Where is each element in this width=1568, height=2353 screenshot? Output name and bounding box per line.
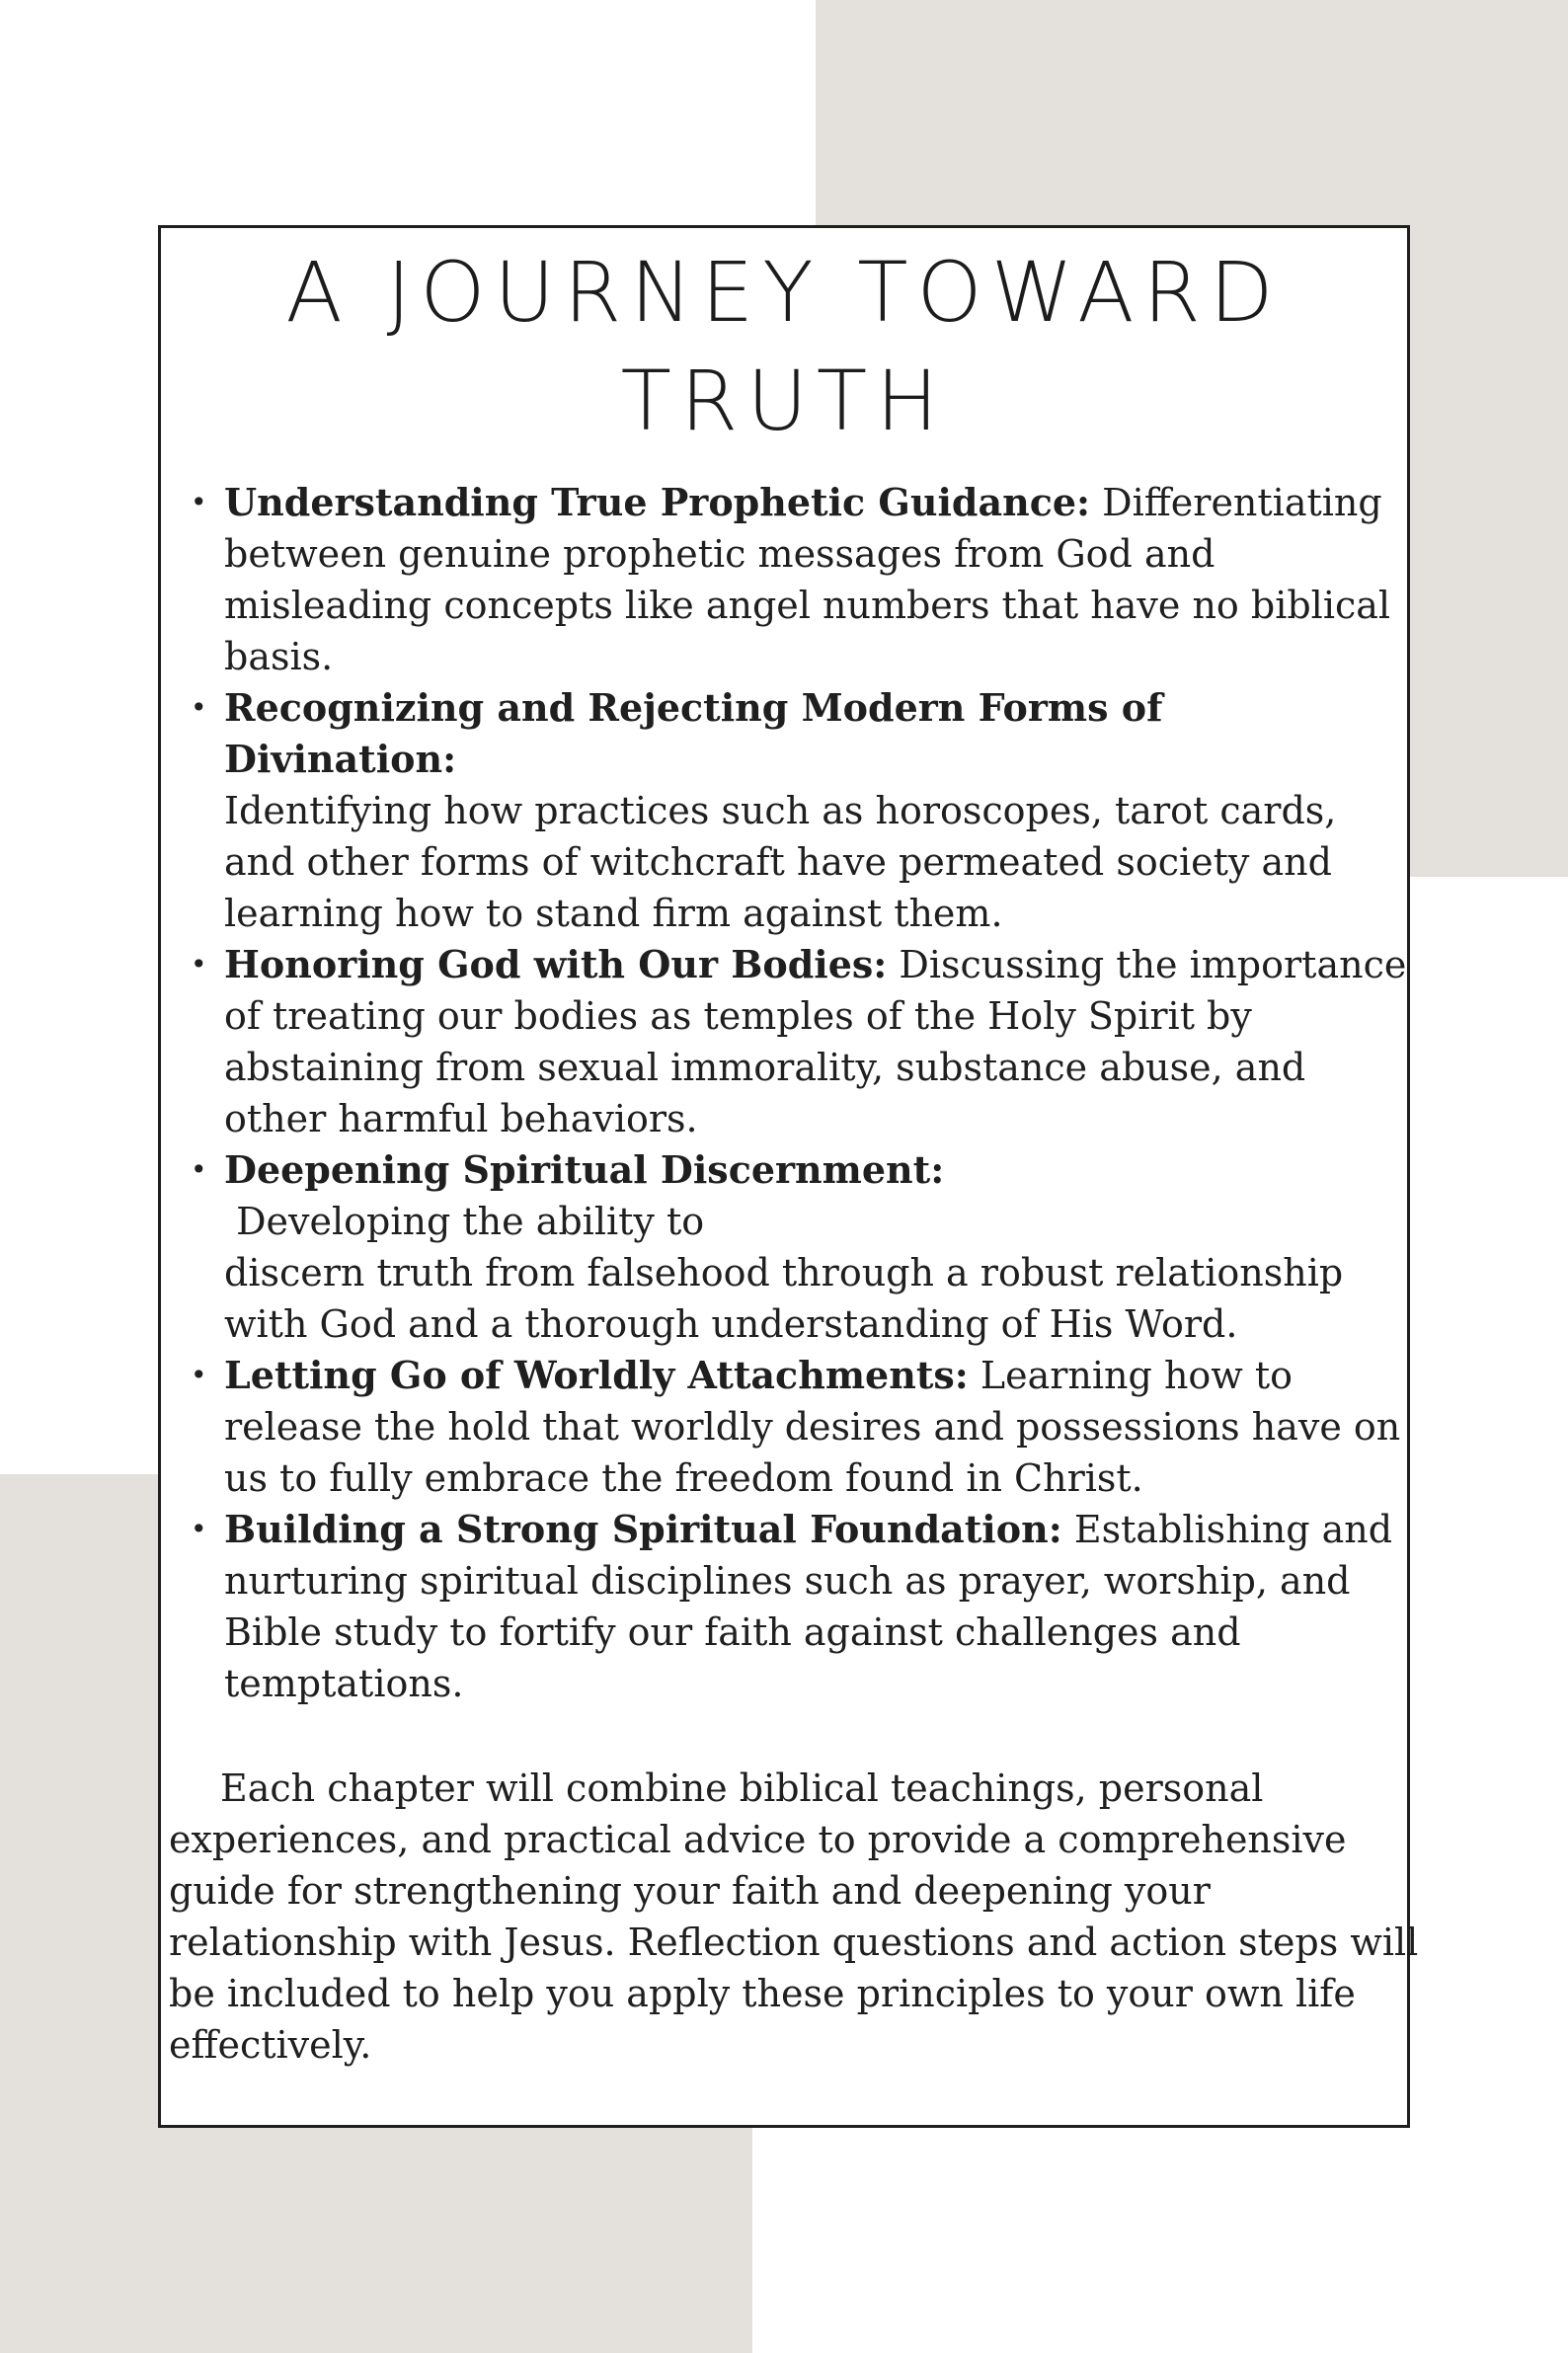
topic-description-line: Learning how to bbox=[968, 1354, 1294, 1397]
topic-item bbox=[191, 1504, 1407, 1709]
topic-description-line: basis. bbox=[224, 635, 334, 678]
topic-item bbox=[191, 477, 1407, 682]
topic-description-line: Differentiating bbox=[1090, 481, 1382, 524]
topic-title: Understanding True Prophetic Guidance: bbox=[224, 480, 1091, 524]
summary-line: be included to help you apply these principles to your own life bbox=[169, 1972, 1356, 2015]
topic-item bbox=[191, 1144, 1407, 1350]
topic-description-line: Establishing and bbox=[1061, 1508, 1393, 1551]
topic-body bbox=[224, 939, 1407, 1144]
title-line: TRUTH bbox=[620, 353, 948, 449]
summary-line: Each chapter will combine biblical teachings, personal bbox=[220, 1766, 1264, 1810]
summary-line: guide for strengthening your faith and deepening your bbox=[169, 1869, 1211, 1913]
topic-description-line: learning how to stand firm against them. bbox=[224, 892, 1003, 935]
topic-description-line: abstaining from sexual immorality, substance abuse, and bbox=[224, 1046, 1306, 1089]
topic-item bbox=[191, 1350, 1407, 1504]
topic-description-line: temptations. bbox=[224, 1662, 464, 1705]
topic-body bbox=[224, 1144, 1407, 1350]
topic-title: Deepening Spiritual Discernment: bbox=[224, 1147, 945, 1192]
topic-title: Letting Go of Worldly Attachments: bbox=[224, 1353, 969, 1397]
topic-title: Building a Strong Spiritual Foundation: bbox=[224, 1507, 1062, 1551]
page-title bbox=[161, 228, 1407, 455]
topic-description-line: Developing the ability to bbox=[224, 1200, 705, 1243]
bullet-icon: • bbox=[191, 691, 207, 724]
topic-description-line: nurturing spiritual disciplines such as prayer, worship, and bbox=[224, 1559, 1351, 1603]
topic-description-line: of treating our bodies as temples of the Holy Spirit by bbox=[224, 994, 1252, 1038]
topic-item bbox=[191, 939, 1407, 1144]
topic-title: Honoring God with Our Bodies: bbox=[224, 942, 888, 986]
topic-description-line: other harmful behaviors. bbox=[224, 1097, 698, 1140]
bullet-icon: • bbox=[191, 1153, 207, 1186]
topic-body bbox=[224, 1504, 1407, 1709]
topic-description-line: and other forms of witchcraft have permeated society and bbox=[224, 840, 1332, 884]
topic-description-line: release the hold that worldly desires and possessions have on bbox=[224, 1405, 1401, 1449]
summary-line: relationship with Jesus. Reflection questions and action steps will bbox=[169, 1921, 1419, 1964]
bullet-icon: • bbox=[191, 948, 207, 980]
summary-paragraph bbox=[161, 1763, 1419, 2071]
topic-body bbox=[224, 682, 1407, 939]
topic-description-line: us to fully embrace the freedom found in Christ. bbox=[224, 1456, 1143, 1500]
topic-item bbox=[191, 682, 1407, 939]
topic-description-line: Identifying how practices such as horoscopes, tarot cards, bbox=[224, 789, 1337, 832]
summary-line: experiences, and practical advice to provide a comprehensive bbox=[169, 1818, 1347, 1861]
topic-description-line: discern truth from falsehood through a robust relationship bbox=[224, 1251, 1344, 1294]
bullet-icon: • bbox=[191, 1513, 207, 1545]
topic-body bbox=[224, 477, 1407, 682]
topic-title: Recognizing and Rejecting Modern Forms of Divination: bbox=[224, 685, 1163, 781]
bullet-icon: • bbox=[191, 486, 207, 518]
topic-list bbox=[161, 477, 1407, 1709]
content-card bbox=[158, 225, 1419, 2128]
topic-description-line: misleading concepts like angel numbers that have no biblical bbox=[224, 584, 1391, 627]
summary-line: effectively. bbox=[169, 2023, 372, 2067]
topic-description-line: with God and a thorough understanding of His Word. bbox=[224, 1302, 1238, 1346]
topic-description-line: between genuine prophetic messages from God and bbox=[224, 532, 1215, 576]
topic-body bbox=[224, 1350, 1407, 1504]
bullet-icon: • bbox=[191, 1359, 207, 1391]
topic-description-line: Discussing the importance bbox=[887, 943, 1407, 986]
title-line: A JOURNEY TOWARD bbox=[285, 244, 1283, 341]
topic-description-line: Bible study to fortify our faith against challenges and bbox=[224, 1610, 1241, 1654]
